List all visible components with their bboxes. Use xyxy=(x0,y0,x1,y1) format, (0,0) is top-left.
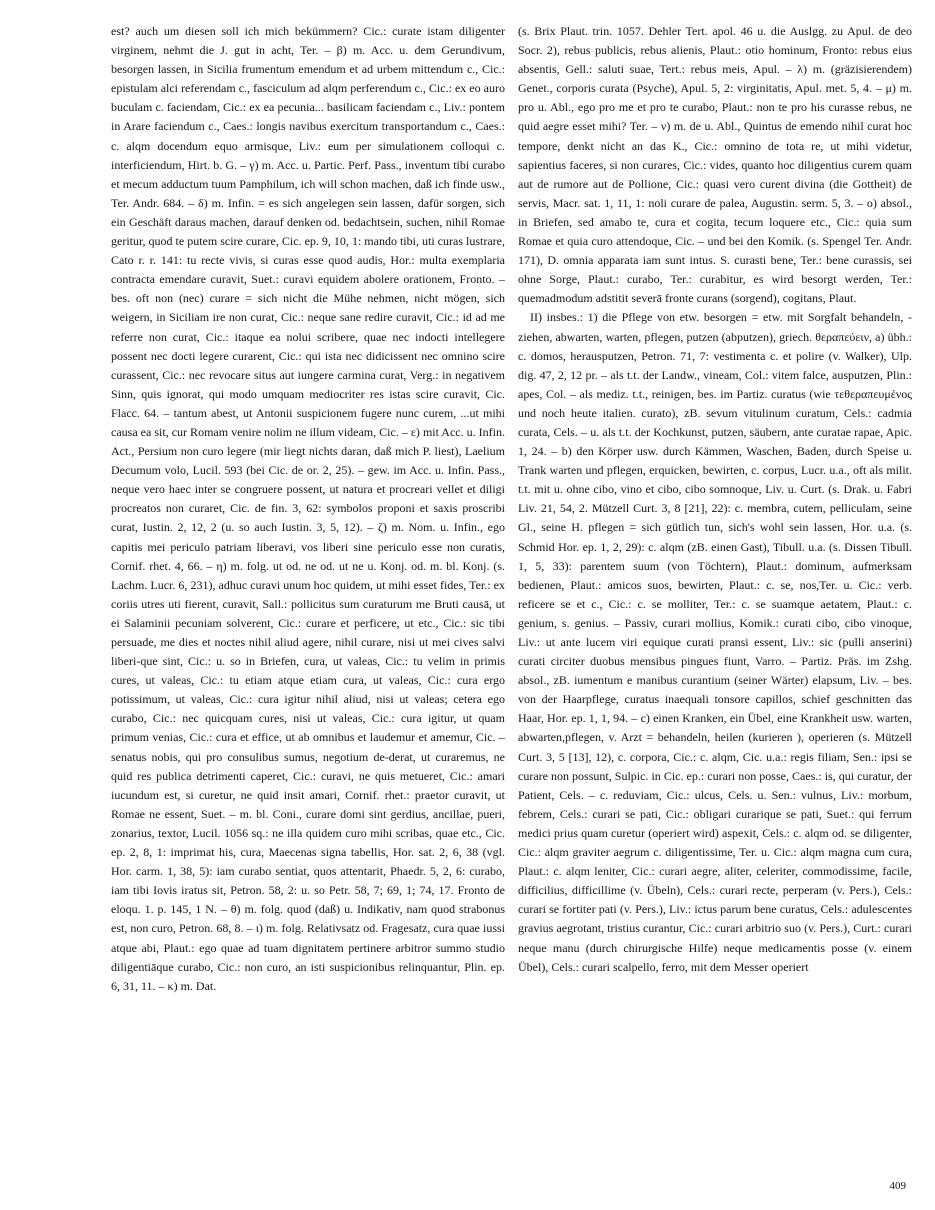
left-text-column xyxy=(111,22,505,1172)
page-number: 409 xyxy=(889,1180,906,1192)
right-column-paragraph-2: II) insbes.: 1) die Pflege von etw. besorgen = etw. mit Sorgfalt behandeln, -ziehen, abwarten, warten, pflegen, putzen (abputzen), griech. θεραπεύειν, a) übh.: c. domos, herausputzen, Petron. 71, 7: vestimenta c. et polire (v. Walker), Ulp. dig. 47, 2, 12 pr. – als t.t. der Landw., vineam, Col.: vitem falce, ausputzen, Plin.: apes, Col. – als mediz. t.t., reinigen, bes. im Partiz. curatus (wie τεθεραπευμένος und noch heute italien. curato), zB. sevum vitulinum curatum, Cels.: cadmia curata, Cels. – u. als t.t. der Kochkunst, putzen, säubern, ante curatae rapae, Apic. 1, 24. – b) den Körper usw. durch Kämmen, Waschen, Baden, durch Speise u. Trank warten und pflegen, erquicken, bewirten, c. corpus, Lucr. u.a., oft als milit. t.t. mit u. ohne cibo, vino et cibo, cibo somnoque, Liv. u. Curt. (s. Drak. u. Fabri Liv. 21, 54, 2. Mützell Curt. 3, 8 [21], 22): c. membra, cutem, pelliculam, seine Gl., seine H. pflegen = sich gütlich tun, sich's wohl sein lassen, Hor. u.a. (s. Schmid Hor. ep. 1, 2, 29): c. alqm (zB. einen Gast), Tibull. u.a. (s. Dissen Tibull. 1, 5, 33): parentem suum (von Töchtern), Plaut.: dominum, aufmerksam bedienen, Plaut.: amicos suos, bewirten, Plaut.: c. se, nos,Ter. u. Cic.: verb. reficere se et c., Cic.: c. se molliter, Ter.: c. se suamque aetatem, Plaut.: c. genium, s. genius. – Passiv, curari mollius, Komik.: curati cibo, cibo vinoque, Liv.: ut ante lucem viri equique curati pransi essent, Liv.: sic (pulli anserini) curati circiter duobus mensibus pingues fiunt, Varro. – Partiz. Präs. im Zshg. absol., zB. iumentum e manibus curantium (seiner Wärter) elapsum, Liv. – bes. von der Haarpflege, curatus inaequali tonsore capillos, schief geschnitten das Haar, Hor. ep. 1, 1, 94. – c) einen Kranken, ein Übel, eine Krankheit usw. warten, abwarten,pflegen, v. Arzt = behandeln, heilen (kurieren ), operieren (s. Mützell Curt. 3, 5 [13], 12), c. corpora, Cic.: c. alqm, Cic. u.a.: regis filiam, Sen.: ipsi se curare non possunt, Sulpic. in Cic. ep.: curari non posse, Caes.: is, qui curatur, der Patient, Cels. – c. reduviam, Cic.: ulcus, Cels. u. Sen.: vulnus, Liv.: morbum, febrem, Cels.: curari se pati, Cic.: obligari curarique se pati, Suet.: qui ferrum medici prius quam curetur (operiert wird) aspexit, Cels.: c. alqm od. se diligenter, Cic.: alqm graviter aegrum c. diligentissime, Ter. u. Cic.: alqm magna cum cura, Plaut.: c. alqm leniter, Cic.: curari aegre, aliter, celeriter, commodissime, facile, difficilius, difficillime (v. Übeln), Cels.: curari recte, perperam (v. Pers.), Cels.: curari se fortiter pati (v. Pers.), Liv.: ictus parum bene curatus, Cels.: adulescentes gravius aegrotant, tristius curantur, Cic.: curari arbitrio suo (v. Pers.), Curt.: curari neque manu (durch chirurgische Hilfe) neque medicamentis posse (v. einem Übel), Cels.: curari scalpello, ferro, mit dem Messer operiert xyxy=(518,310,912,974)
right-column-paragraph-1: (s. Brix Plaut. trin. 1057. Dehler Tert. apol. 46 u. die Auslgg. zu Apul. de deo Socr. 2), rebus publicis, rebus alienis, Plaut.: otio hominum, Fronto: rebus eius absentis, Gell.: saluti suae, Tert.: rebus meis, Apul. – λ) m. (gräzisierendem) Genet., corporis curata (Psyche), Apul. 5, 2: virginitatis, Apul. met. 5, 4. – μ) m. pro u. Abl., ego pro me et pro te curabo, Plaut.: non te pro his curasse rebus, ne quid aegre esset mihi? Ter. – ν) m. de u. Abl., Quintus de emendo nihil curat hoc tempore, denkt nicht an das K., Cic.: omnino de tota re, ut mihi videtur, sapientius faceres, si non curares, Cic.: vides, quanto hoc diligentius curem quam aut de rumore aut de Pollione, Cic.: quasi vero curent divina (die Gottheit) de servis, Macr. sat. 1, 11, 1: noli curare de palea, Augustin. serm. 5, 3. – ο) absol., in Briefen, sed amabo te, cura et cogita, tecum loquere etc., Cic.: quia sum Romae et quia curo attendoque, Cic. – und bei den Komik. (s. Spengel Ter. Andr. 171), D. omnia apparata iam sunt intus. S. curasti bene, Ter.: bene curassis, sei ohne Sorge, Plaut.: curabo, Ter.: curabitur, es wird besorgt werden, Ter.: quemadmodum adstitit severā fronte curans (sorgend), cogitans, Plaut. xyxy=(518,24,912,306)
right-text-column xyxy=(518,22,912,1172)
left-column-paragraph: est? auch um diesen soll ich mich bekümmern? Cic.: curate istam diligenter virginem, nehmt die J. gut in acht, Ter. – β) m. Acc. u. dem Gerundivum, besorgen lassen, in Sicilia frumentum emendum et ad urbem mittendum c., Cic.: epistulam alci referendam c., fasciculum ad alqm perferendum c., Cic.: ex eo auro buculam c. faciendam, Cic.: ex ea pecunia... basilicam faciendam c., Liv.: pontem in Arare faciendum c., Caes.: longis navibus exercitum transportandum c., Caes.: c. alqm docendum equo armisque, Liv.: eum per simulationem colloqui c. interficiendum, Hirt. b. G. – γ) m. Acc. u. Partic. Perf. Pass., inventum tibi curabo et mecum adductum tuum Pamphilum, ich will schon machen, daß ich finde usw., Ter. Andr. 684. – δ) m. Infin. = es sich angelegen sein lassen, dafür sorgen, sich ein Geschäft daraus machen, darauf denken od. bedachtsein, suchen, nihil Romae geritur, quod te putem scire curare, Cic. ep. 9, 10, 1: mando tibi, uti curas lustrare, Cato r. r. 141: tu recte vivis, si curas esse quod audis, Hor.: multa exemplaria contracta emendare curavit, Suet.: curavi equidem abolere orationem, Fronto. – bes. oft non (nec) curare = sich nicht die Mühe nehmen, nicht mögen, sich weigern, in Siciliam ire non curat, Cic.: neque sane redire curavit, Cic.: id ad me referre non curat, Cic.: itaque ea nolui scribere, quae nec indocti intellegere possent nec docti legere curarent, Cic.: qui ista nec didicissent nec omnino scire curassent, Cic.: nec revocare situs aut iungere carmina curat, Verg.: in negativem Sinn, quis ignorat, qui modo umquam mediocriter res istas scire curavit, Cic. Flacc. 64. – tantum abest, ut Antonii suspicionem fugere nunc curem, ...ut mihi causa ea sit, cur Romam venire nolim ne illum videam, Cic. – ε) mit Acc. u. Infin. Act., Persium non curo legere (mir liegt nichts daran, daß mich P. liest), Laelium Decumum volo, Lucil. 593 (bei Cic. de or. 2, 25). – gew. im Acc. u. Infin. Pass., neque vero haec inter se congruere possent, ut natura et procreari vellet et diligi procreatos non curaret, Cic. de fin. 3, 62: symbolos proponi et saxis proscribi curat, Iustin. 2, 12, 2 (u. so auch Iustin. 3, 5, 12). – ζ) m. Nom. u. Infin., ego capitis mei periculo patriam liberavi, vos liberi sine periculo esse non curatis, Cornif. rhet. 4, 66. – η) m. folg. ut od. ne od. ut ne u. Konj. od. m. bl. Konj. (s. Lachm. Lucr. 6, 231), adhuc curavi unum hoc quidem, ut mihi esset fides, Ter.: ex coriis utres uti fierent, curavit, Sall.: pollicitus sum curaturum me Bruti causā, ut ei Salaminii pecuniam solverent, Cic.: curare et perficere, ut etc., Cic.: sic tibi persuade, me dies et noctes nihil aliud agere, nihil curare, nisi ut mei cives salvi liberi-que sint, Cic.: u. so in Briefen, cura, ut valeas, Cic.: tu velim in primis cures, ut valeas, Cic.: tu etiam atque etiam cura, ut valeas, Cic.: cura ergo potissimum, ut valeas, Cic.: cura igitur nihil aliud, nisi ut valeas; cetera ego curabo, Cic.: nec quicquam cures, nisi ut valeas, Cic.: cura igitur, ut quam primum venias, Cic.: cura et effice, ut ab omnibus et laudemur et amemur, Cic. – senatus nobis, qui pro consulibus sumus, negotium de-derat, ut curaremus, ne quid res publica detrimenti caperet, Cic.: curavi, ne quis metueret, Cic.: amari iucundum est, si curetur, ne quid insit amari, Cornif. rhet.: praetor curavit, ut Romae ne essent, Suet. – m. bl. Coni., curare domi sint gerdius, ancillae, pueri, zonarius, textor, Lucil. 1056 sq.: ne illa quidem curo mihi scribas, quae etc., Cic. ep. 2, 8, 1: imprimat his, cura, Maecenas signa tabellis, Hor. sat. 2, 6, 38 (vgl. Hor. carm. 1, 38, 5): iam curabo sentiat, quos attentarit, Phaedr. 5, 2, 6: curabo, iam tibi Iovis iratus sit, Petron. 58, 2: u. so Petr. 58, 7; 69, 1; 74, 17. Fronto de eloqu. 1. p. 145, 1 N. – θ) m. folg. quod (daß) u. Indikativ, nam quod strabonus est, non curo, Petron. 68, 8. – ι) m. folg. Relativsatz od. Fragesatz, cura quae iussi atque abi, Plaut.: ego quae ad tuam dignitatem pertinere arbitror summo studio diligentiāque curabo, Cic.: non curo, an isti suspicionibus relinquantur, Plin. ep. 6, 31, 11. – κ) m. Dat. xyxy=(111,24,505,993)
